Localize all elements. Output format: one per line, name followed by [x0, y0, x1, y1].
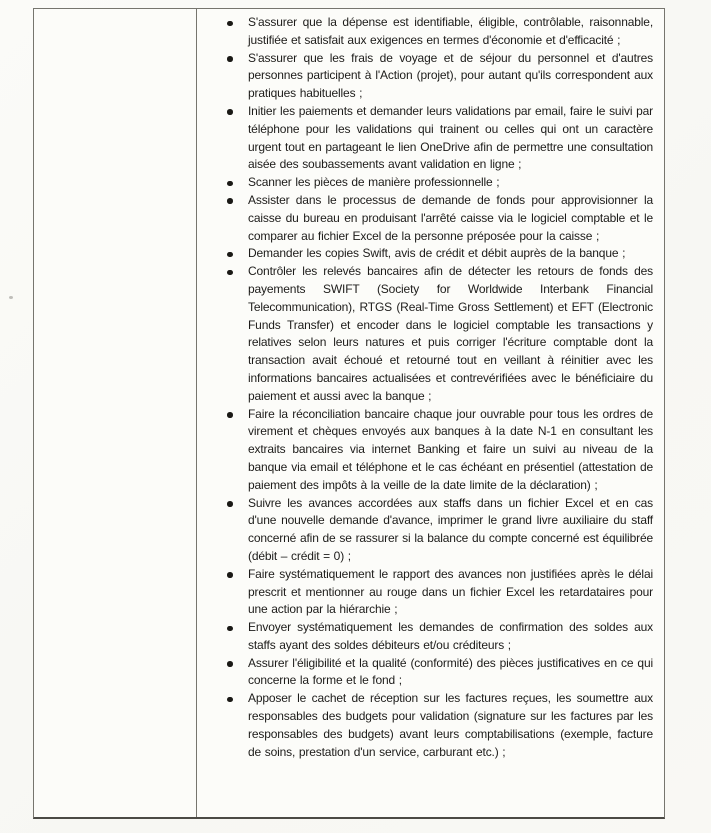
bullet-icon	[227, 661, 233, 667]
scan-speck-artifact	[9, 296, 13, 299]
task-text: Contrôler les relevés bancaires afin de détecter les retours de fonds des payements SWIFT (Society for Worldwide Interbank Financial Telecommunication), RTGS (Real-Time Gross Settlement) et EFT (Electronic Funds Transfer) et encoder dans le logiciel comptable les transactions y relatives selon leurs natures et puis corriger l'écriture comptable dont la transaction avait échoué et retourné tout en veillant à réinitier avec les informations bancaires actualisées et contrevérifiées avec le bénéficiaire du paiement et aussi avec la banque ;	[248, 264, 653, 403]
bullet-icon	[227, 412, 233, 418]
task-text: Apposer le cachet de réception sur les factures reçues, les soumettre aux responsables des budgets pour validation (signature sur les factures par les responsables des budgets) avant leurs comptabilisations (exemple, facture de soins, prestation d'un service, carburant etc.) ;	[248, 691, 653, 759]
bullet-icon	[227, 501, 233, 507]
bullet-icon	[227, 109, 233, 115]
task-item	[226, 103, 653, 174]
task-item	[226, 263, 653, 405]
task-item	[226, 566, 653, 619]
task-item	[226, 50, 653, 103]
task-item	[226, 690, 653, 761]
task-text: S'assurer que la dépense est identifiable, éligible, contrôlable, raisonnable, justifiée et satisfait aux exigences en termes d'économie et d'efficacité ;	[248, 15, 653, 47]
task-item	[226, 655, 653, 691]
task-text: Assurer l'éligibilité et la qualité (conformité) des pièces justificatives en ce qui concerne la forme et le fond ;	[248, 655, 653, 688]
task-list	[226, 14, 653, 761]
task-text: Assister dans le processus de demande de fonds pour approvisionner la caisse du bureau en produisant l'arrêté caisse via le logiciel comptable et le comparer au fichier Excel de la personne préposée pour la caisse ;	[248, 192, 653, 243]
bullet-icon	[227, 56, 233, 62]
bullet-icon	[227, 181, 233, 187]
task-item	[226, 495, 653, 566]
table-cell-tasks	[197, 9, 664, 817]
task-text: Faire la réconciliation bancaire chaque jour ouvrable pour tous les ordres de virement et chèques envoyés aux banques à la date N-1 en consultant les extraits bancaires via internet Banking et faire un suivi au niveau de la banque via email et téléphone et le cas échéant en présentiel (attestation de paiement des impôts à la veille de la date limite de la déclaration) ;	[248, 406, 653, 492]
task-text: Demander les copies Swift, avis de crédit et débit auprès de la banque ;	[248, 246, 626, 261]
table-cell-left-empty	[34, 9, 197, 817]
task-item	[226, 619, 653, 655]
task-text: Initier les paiements et demander leurs validations par email, faire le suivi par téléphone pour les validations qui trainent ou celles qui ont un caractère urgent tout en partageant le lien OneDrive afin de permettre une consultation aisée des soubassements avant validation en ligne ;	[248, 103, 653, 172]
bullet-icon	[227, 21, 233, 27]
document-table	[33, 8, 665, 819]
bullet-icon	[227, 697, 233, 703]
bullet-icon	[227, 572, 233, 578]
task-text: Scanner les pièces de manière professionnelle ;	[248, 175, 500, 190]
task-item	[226, 406, 653, 495]
task-text: S'assurer que les frais de voyage et de séjour du personnel et d'autres personnes participent à l'Action (projet), pour autant qu'ils correspondent aux pratiques habituelles ;	[248, 50, 653, 101]
task-text: Envoyer systématiquement les demandes de confirmation des soldes aux staffs ayant des soldes débiteurs et/ou créditeurs ;	[248, 620, 653, 652]
task-text: Suivre les avances accordées aux staffs dans un fichier Excel et en cas d'une nouvelle demande d'avance, imprimer le grand livre auxiliaire du staff concerné afin de se rassurer si la balance du compte concerné est équilibrée (débit – crédit = 0) ;	[248, 495, 653, 563]
bullet-icon	[227, 198, 233, 204]
bullet-icon	[227, 252, 233, 258]
bullet-icon	[227, 270, 233, 276]
task-text: Faire systématiquement le rapport des avances non justifiées après le délai prescrit et mentionner au rouge dans un fichier Excel les retardataires pour une action par la hiérarchie ;	[248, 566, 653, 617]
task-item	[226, 174, 653, 192]
bullet-icon	[227, 626, 233, 632]
task-item	[226, 192, 653, 245]
task-item	[226, 14, 653, 50]
task-item	[226, 245, 653, 263]
